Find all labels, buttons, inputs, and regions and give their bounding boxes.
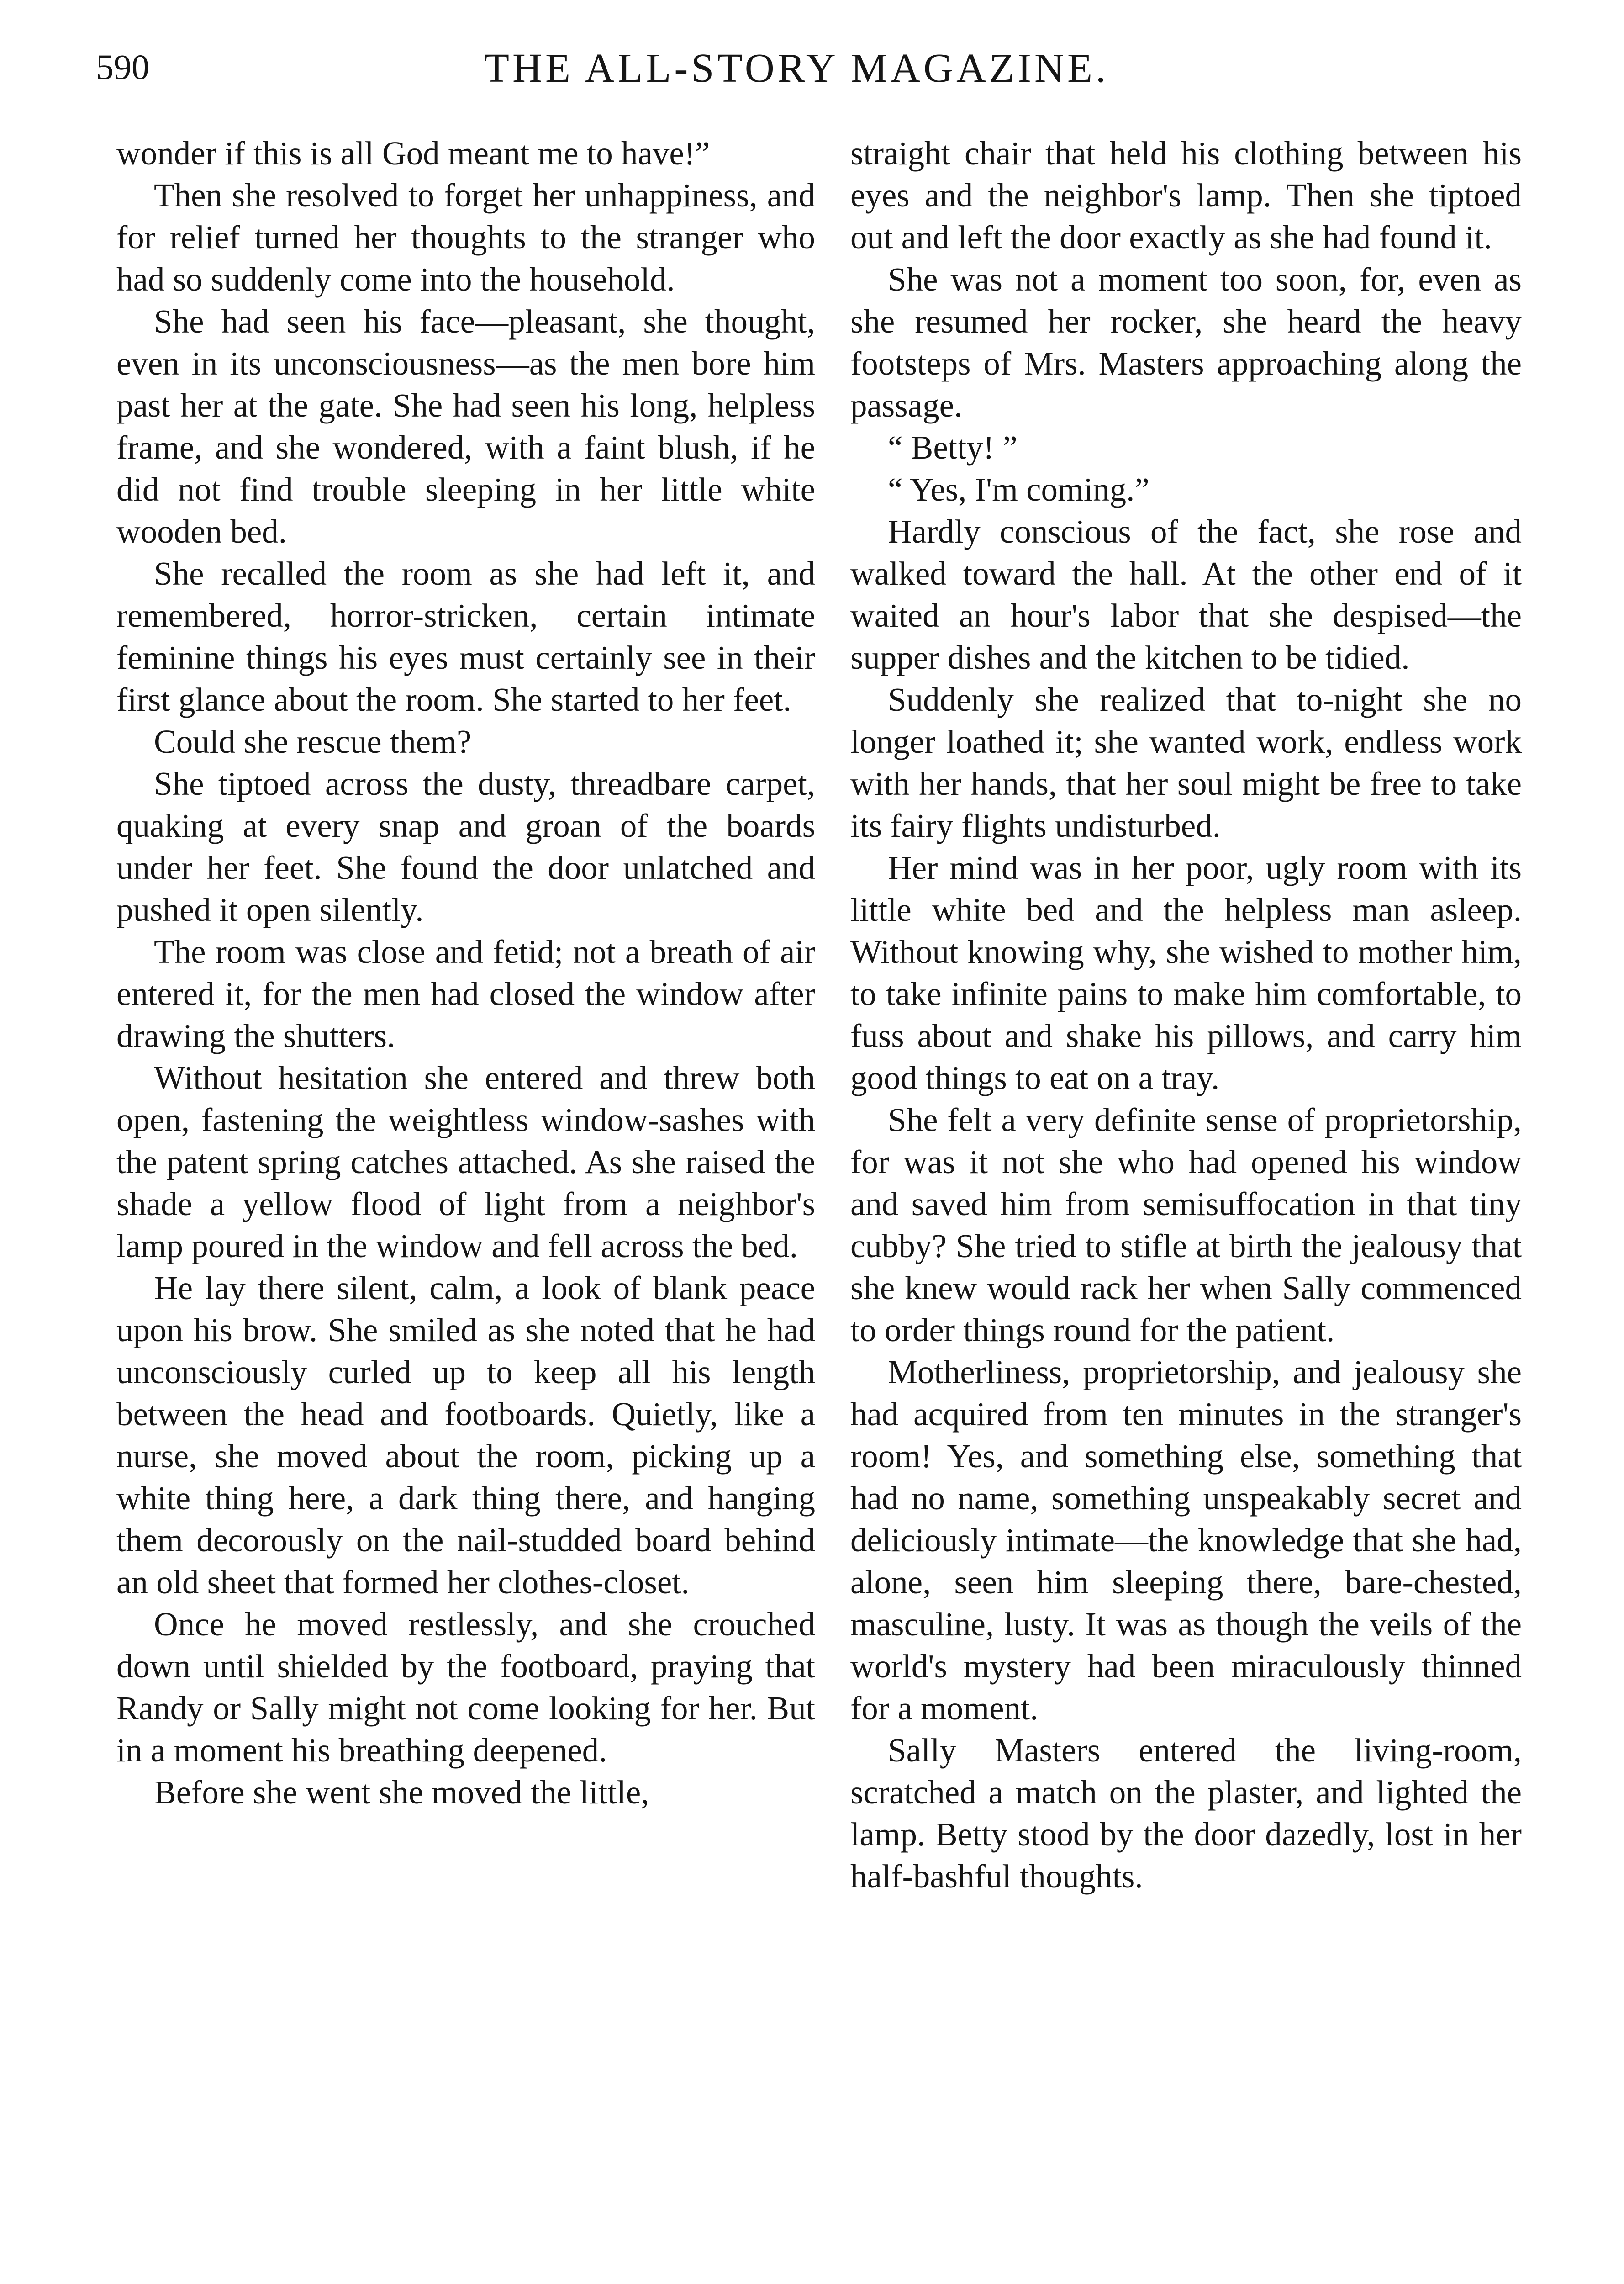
paragraph: Could she rescue them? <box>154 723 472 760</box>
paragraph: She had seen his face—pleasant, she thought, even in its unconsciousness—as the men bore him past her at the gate. She had seen his long, helpless frame, and she wondered, with a faint blush, if he did not find trouble sleeping in her little white wooden bed. <box>116 303 815 550</box>
paragraph: Before she went she moved the little, <box>154 1774 649 1811</box>
paragraph: She was not a moment too soon, for, even as she resumed her rocker, she heard the heavy footsteps of Mrs. Masters approaching along the passage. <box>850 261 1522 424</box>
paragraph: wonder if this is all God meant me to have!” <box>116 135 710 172</box>
paragraph: She felt a very definite sense of proprietorship, for was it not she who had opened his window and saved him from semisuffocation in that tiny cubby? She tried to stifle at birth the jealousy that she knew would rack her when Sally commenced to order things round for the patient. <box>850 1101 1522 1348</box>
paragraph: The room was close and fetid; not a breath of air entered it, for the men had closed the window after drawing the shutters. <box>116 933 815 1054</box>
right-column <box>850 132 1522 1898</box>
paragraph: Her mind was in her poor, ugly room with its little white bed and the helpless man asleep. Without knowing why, she wished to mother him, to take infinite pains to make him comfortable, to fuss about and shake his pillows, and carry him good things to eat on a tray. <box>850 849 1522 1096</box>
paragraph: “ Yes, I'm coming.” <box>888 471 1149 508</box>
magazine-title: THE ALL-STORY MAGAZINE. <box>484 46 1109 91</box>
paragraph: Sally Masters entered the living-room, scratched a match on the plaster, and lighted the lamp. Betty stood by the door dazedly, lost in her half-bashful thoughts. <box>850 1732 1522 1895</box>
paragraph: Then she resolved to forget her unhappiness, and for relief turned her thoughts to the stranger who had so suddenly come into the household. <box>116 177 815 298</box>
paragraph: straight chair that held his clothing between his eyes and the neighbor's lamp. Then she tiptoed out and left the door exactly as she had found it. <box>850 135 1522 256</box>
left-column <box>116 132 815 1813</box>
paragraph: He lay there silent, calm, a look of blank peace upon his brow. She smiled as she noted that he had unconsciously curled up to keep all his length between the head and footboards. Quietly, like a nurse, she moved about the room, picking up a white thing here, a dark thing there, and hanging them decorously on the nail-studded board behind an old sheet that formed her clothes-closet. <box>116 1269 815 1601</box>
paragraph: Motherliness, proprietorship, and jealousy she had acquired from ten minutes in the stranger's room! Yes, and something else, something that had no name, something unspeakably secret and deliciously intimate—the knowledge that she had, alone, seen him sleeping there, bare-chested, masculine, lusty. It was as though the veils of the world's mystery had been miraculously thinned for a moment. <box>850 1353 1522 1727</box>
paragraph: Without hesitation she entered and threw both open, fastening the weightless window-sashes with the patent spring catches attached. As she raised the shade a yellow flood of light from a neighbor's lamp poured in the window and fell across the bed. <box>116 1059 815 1264</box>
page-number: 590 <box>96 47 149 87</box>
paragraph: She tiptoed across the dusty, threadbare carpet, quaking at every snap and groan of the boards under her feet. She found the door unlatched and pushed it open silently. <box>116 765 815 928</box>
paragraph: Hardly conscious of the fact, she rose and walked toward the hall. At the other end of it waited an hour's labor that she despised—the supper dishes and the kitchen to be tidied. <box>850 513 1522 676</box>
paragraph: “ Betty! ” <box>888 429 1018 466</box>
paragraph: She recalled the room as she had left it, and remembered, horror-stricken, certain intimate feminine things his eyes must certainly see in their first glance about the room. She started to her feet. <box>116 555 815 718</box>
paragraph: Suddenly she realized that to-night she no longer loathed it; she wanted work, endless work with her hands, that her soul might be free to take its fairy flights undisturbed. <box>850 681 1522 844</box>
paragraph: Once he moved restlessly, and she crouched down until shielded by the footboard, praying that Randy or Sally might not come looking for her. But in a moment his breathing deepened. <box>116 1606 815 1769</box>
